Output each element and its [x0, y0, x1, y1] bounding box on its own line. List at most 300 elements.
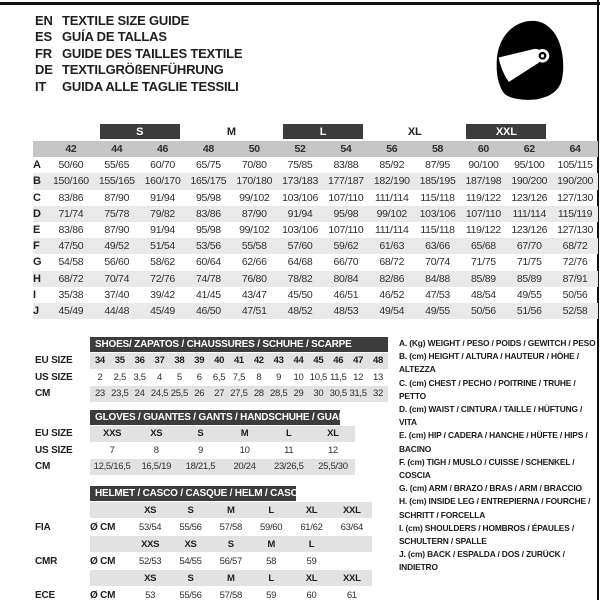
measurement-cell: 84/88 — [425, 272, 450, 285]
helmet-standard-values — [90, 553, 372, 569]
measurement-cell: 155/165 — [98, 175, 135, 188]
gloves-cell: 7 — [109, 444, 115, 456]
measurement-cell: 190/200 — [557, 175, 593, 188]
measurement-cell: 103/106 — [282, 191, 318, 204]
helmet-size-cell: L — [268, 572, 274, 584]
helmet-sizes-values — [90, 502, 372, 518]
gloves-row — [35, 443, 355, 459]
measurement-cell: 71/75 — [516, 256, 542, 269]
measurement-cell: 60/64 — [196, 256, 221, 269]
size-header-cell: 42 — [65, 143, 77, 156]
shoes-cell: 26 — [194, 388, 205, 400]
measurement-cell: 173/183 — [282, 175, 318, 188]
shoes-cell: 25,5 — [170, 388, 189, 400]
helmet-size-cell: XS — [144, 504, 157, 516]
gloves-cell: 25,5/30 — [318, 461, 348, 473]
helmet-value-cell: 55/56 — [179, 589, 202, 600]
helmet-size-table — [35, 486, 372, 600]
language-code: DE — [35, 62, 53, 78]
measurement-cell: 56/60 — [104, 256, 130, 269]
measurement-cell: 190/200 — [511, 175, 548, 188]
measurement-cell: 71/74 — [58, 207, 84, 220]
measurement-cell: 45/49 — [150, 304, 175, 317]
helmet-sizes-values — [90, 536, 372, 552]
legend-item: J. (cm) BACK / ESPALDA / DOS / ZURÜCK / INDIETRO — [399, 549, 565, 573]
gloves-size-table — [35, 410, 355, 475]
shoes-row-values — [90, 353, 388, 369]
measurement-row-a — [33, 157, 598, 173]
legend-item: H. (cm) INSIDE LEG / ENTREPIERNA / FOURCHE / SCHRITT / FORCELLA — [399, 496, 591, 520]
gloves-cell: 12,5/16,5 — [93, 461, 131, 473]
measurement-row-g — [33, 254, 598, 270]
gloves-cell: 9 — [197, 444, 203, 456]
legend-item: B. (cm) HEIGHT / ALTURA / HAUTEUR / HÖHE / ALTEZZA — [399, 351, 579, 375]
measurement-cell: 49/55 — [516, 288, 542, 301]
measurement-row-label: E — [33, 224, 41, 237]
helmet-value-cell: 53 — [145, 589, 156, 600]
shoes-cell: 27 — [214, 388, 225, 400]
shoes-cell: 10 — [293, 371, 304, 383]
measurement-cell: 111/114 — [374, 224, 409, 237]
measurement-cell: 51/54 — [150, 240, 175, 253]
size-group-m: M — [226, 125, 236, 138]
gloves-row-values — [90, 426, 355, 442]
shoes-cell: 23 — [94, 388, 105, 400]
measurement-cell: 87/90 — [104, 224, 130, 237]
measurement-cell: 90/100 — [468, 159, 499, 172]
measurement-cell: 43/47 — [241, 288, 267, 301]
shoes-cell: 44 — [293, 355, 304, 367]
measurement-cell: 76/80 — [241, 272, 267, 285]
shoes-cell: 9 — [276, 371, 282, 383]
gloves-row-label: US SIZE — [35, 444, 73, 456]
gloves-cell: M — [240, 428, 249, 440]
measurement-cell: 111/114 — [374, 191, 409, 204]
gloves-cell: 12 — [327, 444, 338, 456]
measurement-cell: 80/84 — [333, 272, 359, 285]
shoes-row-label: CM — [35, 388, 51, 400]
measurement-cell: 70/74 — [104, 272, 130, 285]
measurement-cell: 119/122 — [465, 224, 501, 237]
measurement-cell: 50/56 — [562, 288, 588, 301]
measurement-cell: 85/89 — [516, 272, 542, 285]
measurement-cell: 57/60 — [287, 240, 313, 253]
measurement-cell: 60/70 — [150, 159, 175, 172]
size-header-cell: 44 — [111, 143, 123, 156]
measurement-cell: 78/82 — [287, 272, 313, 285]
measurement-cell: 50/56 — [471, 304, 496, 317]
gloves-row-label: EU SIZE — [35, 428, 73, 440]
measurement-cell: 83/86 — [58, 191, 84, 204]
helmet-value-cell: 60 — [306, 589, 317, 600]
language-label: GUIDE DES TAILLES TEXTILE — [62, 45, 243, 61]
measurement-cell: 48/52 — [287, 304, 313, 317]
helmet-sizes-row — [35, 536, 372, 552]
size-group-empty — [552, 124, 598, 139]
helmet-size-cell: XS — [184, 538, 197, 550]
legend-item: G. (cm) ARM / BRAZO / BRAS / ARM / BRACCIO — [399, 483, 582, 494]
measurement-cell: 52/58 — [562, 304, 588, 317]
measurement-cell: 59/62 — [333, 240, 359, 253]
measurement-cell: 41/45 — [196, 288, 221, 301]
helmet-size-cell: S — [227, 538, 234, 550]
gloves-cell: 11 — [284, 444, 294, 456]
helmet-standard-values — [90, 519, 372, 535]
measurement-cell: 115/118 — [420, 224, 455, 237]
size-header-cell: 56 — [386, 143, 398, 156]
language-label: GUÍA DE TALLAS — [62, 29, 167, 45]
shoes-cell: 48 — [372, 355, 383, 367]
measurement-cell: 182/190 — [373, 175, 410, 188]
helmet-unit-spacer — [90, 502, 130, 518]
measurement-cell: 91/94 — [150, 191, 175, 204]
shoes-cell: 28 — [253, 388, 264, 400]
shoes-cell: 11,5 — [329, 371, 347, 383]
measurement-row-label: B — [33, 175, 41, 188]
measurement-cell: 150/160 — [52, 175, 89, 188]
size-header-cell: 60 — [477, 143, 489, 156]
shoes-row-values — [90, 386, 388, 402]
measurement-cell: 123/126 — [511, 191, 548, 204]
helmet-value-cell: 63/64 — [340, 521, 363, 533]
shoes-cell: 27,5 — [230, 388, 248, 400]
shoes-cell: 24,5 — [150, 388, 169, 400]
shoes-cell: 46 — [333, 355, 344, 367]
shoes-cell: 2,5 — [113, 371, 126, 383]
measurement-row-e — [33, 222, 598, 238]
measurement-row-label: A — [33, 159, 41, 172]
helmet-standard-label: CMR — [35, 555, 58, 567]
shoes-row-label: EU SIZE — [35, 355, 73, 367]
measurement-cell: 72/76 — [562, 256, 588, 269]
gloves-row — [35, 426, 355, 442]
measurement-cell: 115/119 — [557, 207, 593, 220]
helmet-value-cell: 52/53 — [139, 555, 162, 567]
measurement-cell: 46/51 — [333, 288, 359, 301]
helmet-size-cell: XS — [144, 572, 157, 584]
measurement-cell: 87/90 — [241, 207, 267, 220]
helmet-size-cell: L — [268, 504, 274, 516]
size-header-cell: 64 — [569, 143, 581, 156]
helmet-size-cell: XL — [305, 572, 318, 584]
helmet-standard-row-fia — [35, 519, 372, 535]
shoes-row — [35, 386, 388, 402]
shoes-cell: 41 — [233, 355, 244, 367]
gloves-cell: XS — [150, 428, 163, 440]
shoes-row — [35, 370, 388, 386]
helmet-icon — [491, 14, 567, 106]
measurement-cell: 103/106 — [282, 224, 318, 237]
measurement-cell: 95/100 — [514, 159, 545, 172]
measurement-cell: 85/89 — [471, 272, 496, 285]
legend-item: A. (Kg) WEIGHT / PESO / POIDS / GEWITCH / PESO — [399, 338, 596, 348]
measurement-cell: 62/66 — [241, 256, 267, 269]
language-code: EN — [35, 12, 53, 28]
helmet-value-cell: 61 — [346, 589, 357, 600]
measurement-legend — [399, 337, 598, 575]
measurement-row-label: C — [33, 191, 41, 204]
legend-item: E. (cm) HIP / CADERA / HANCHE / HÜFTE / HIPS / BACINO — [399, 430, 588, 454]
language-label: TEXTILE SIZE GUIDE — [62, 12, 190, 28]
measurement-cell: 55/58 — [241, 240, 267, 253]
measurement-cell: 83/86 — [196, 207, 221, 220]
helmet-value-cell: 59/60 — [260, 521, 283, 533]
gloves-table-rows — [35, 426, 355, 475]
shoes-cell: 30,5 — [329, 388, 347, 400]
helmet-value-cell: 57/58 — [219, 521, 242, 533]
measurement-row-label: G — [33, 256, 42, 269]
measurement-cell: 111/114 — [512, 207, 546, 220]
helmet-value-cell: 57/58 — [219, 589, 242, 600]
measurement-cell: 91/94 — [287, 207, 313, 220]
legend-item: D. (cm) WAIST / CINTURA / TAILLE / HÜFTUNG / VITA — [399, 404, 583, 428]
legend-item: C. (cm) CHEST / PECHO / POITRINE / TRUHE / PETTO — [399, 377, 576, 401]
size-group-empty — [48, 124, 94, 139]
measurement-row-b — [33, 173, 598, 189]
helmet-table-rows — [35, 502, 372, 600]
shoes-cell: 29 — [293, 388, 304, 400]
measurement-cell: 83/86 — [58, 224, 84, 237]
measurement-cell: 67/70 — [516, 240, 542, 253]
shoes-cell: 5 — [176, 371, 182, 383]
language-row — [35, 78, 242, 95]
shoes-cell: 2 — [97, 371, 103, 383]
measurement-cell: 75/78 — [104, 207, 130, 220]
gloves-cell: 10 — [239, 444, 250, 456]
textile-size-table — [33, 124, 598, 319]
gloves-row — [35, 459, 355, 475]
shoes-cell: 6,5 — [212, 371, 226, 383]
shoes-cell: 34 — [94, 355, 105, 367]
shoes-cell: 32 — [372, 388, 383, 400]
language-label: GUIDA ALLE TAGLIE TESSILI — [62, 78, 239, 94]
measurement-cell: 37/40 — [104, 288, 130, 301]
measurement-row-label: H — [33, 272, 41, 285]
measurement-cell: 87/95 — [425, 159, 450, 172]
measurement-cell: 107/110 — [328, 191, 364, 204]
helmet-table-title: HELMET / CASCO / CASQUE / HELM / CASCO — [90, 486, 296, 501]
size-header-cell: 58 — [432, 143, 444, 156]
helmet-size-cell: S — [187, 572, 194, 584]
helmet-standard-label: FIA — [35, 521, 51, 533]
shoes-cell: 31,5 — [349, 388, 367, 400]
legend-item: I. (cm) SHOULDERS / HOMBROS / ÉPAULES / SCHULTERN / SPALLE — [399, 522, 575, 547]
shoes-cell: 47 — [353, 355, 364, 367]
measurement-cell: 44/48 — [104, 304, 130, 317]
measurement-cell: 74/78 — [196, 272, 221, 285]
shoes-cell: 23,5 — [111, 388, 129, 400]
shoes-cell: 42 — [253, 355, 264, 367]
size-group-xl: XL — [407, 125, 422, 138]
language-row — [35, 45, 242, 62]
helmet-size-cell: XXL — [343, 572, 361, 584]
helmet-standard-row-cmr — [35, 553, 372, 569]
measurement-row-d — [33, 206, 598, 222]
measurement-cell: 95/98 — [196, 224, 221, 237]
helmet-sizes-values — [90, 570, 372, 586]
gloves-row-values — [90, 459, 355, 475]
measurement-cell: 83/88 — [333, 159, 359, 172]
size-header-row — [33, 141, 598, 157]
shoes-cell: 39 — [194, 355, 205, 367]
measurement-row-label: D — [33, 207, 41, 220]
shoes-row-values — [90, 370, 388, 386]
shoes-row — [35, 353, 388, 369]
gloves-cell: XXS — [103, 428, 122, 440]
top-rule — [0, 2, 600, 5]
measurement-cell: 99/102 — [239, 191, 270, 204]
measurement-cell: 49/54 — [379, 304, 405, 317]
size-header-cell: 48 — [202, 143, 214, 156]
size-header-cell: 54 — [340, 143, 352, 156]
measurement-cell: 58/62 — [150, 256, 175, 269]
helmet-standard-values — [90, 587, 372, 600]
shoes-cell: 8 — [256, 371, 262, 383]
shoes-cell: 24 — [134, 388, 145, 400]
measurement-cell: 68/72 — [562, 240, 588, 253]
helmet-value-cell — [332, 553, 372, 569]
measurement-cell: 85/92 — [379, 159, 405, 172]
helmet-sizes-spacer — [35, 570, 90, 586]
helmet-standard-row-ece — [35, 587, 372, 600]
measurement-cell: 48/54 — [471, 288, 496, 301]
helmet-value-cell: 54/55 — [179, 555, 202, 567]
helmet-size-cell: S — [187, 504, 194, 516]
shoes-cell: 28,5 — [270, 388, 288, 400]
measurement-cell: 68/72 — [379, 256, 405, 269]
helmet-size-cell: XL — [305, 504, 318, 516]
helmet-size-cell: XXS — [141, 538, 160, 550]
helmet-sizes-row — [35, 502, 372, 518]
measurement-cell: 75/85 — [287, 159, 313, 172]
measurement-cell: 107/110 — [328, 224, 364, 237]
measurement-cell: 177/187 — [327, 175, 364, 188]
measurement-cell: 50/60 — [58, 159, 84, 172]
measurement-cell: 46/50 — [196, 304, 221, 317]
helmet-value-cell: 61/62 — [300, 521, 323, 533]
helmet-unit-label: Ø CM — [90, 589, 116, 600]
shoes-cell: 30 — [313, 388, 324, 400]
measurement-row-f — [33, 238, 598, 254]
helmet-unit-spacer — [90, 570, 130, 586]
helmet-sizes-row — [35, 570, 372, 586]
measurement-cell: 70/74 — [425, 256, 450, 269]
measurement-cell: 99/102 — [239, 224, 270, 237]
helmet-size-cell: M — [267, 538, 275, 550]
measurement-cell: 65/68 — [471, 240, 496, 253]
helmet-value-cell: 53/54 — [139, 521, 162, 533]
gloves-cell: XL — [327, 428, 339, 440]
measurement-cell: 87/90 — [104, 191, 130, 204]
measurement-row-label: J — [33, 304, 39, 317]
language-code: IT — [35, 78, 47, 94]
measurement-cell: 103/106 — [419, 207, 456, 220]
helmet-value-cell: 59 — [266, 589, 277, 600]
measurement-cell: 47/51 — [241, 304, 267, 317]
measurement-cell: 48/53 — [333, 304, 359, 317]
shoes-row-label: US SIZE — [35, 371, 73, 383]
gloves-table-title: GLOVES / GUANTES / GANTS / HANDSCHUHE / GUANTI — [90, 410, 340, 425]
size-header-spacer — [33, 141, 48, 157]
measurement-cell: 55/65 — [104, 159, 130, 172]
helmet-sizes-spacer — [35, 536, 90, 552]
measurement-cell: 170/180 — [236, 175, 273, 188]
helmet-value-cell: 55/56 — [179, 521, 202, 533]
helmet-size-cell: L — [308, 538, 315, 550]
measurement-cell: 66/70 — [333, 256, 359, 269]
shoes-table-rows — [35, 353, 388, 402]
size-header-cell: 46 — [157, 143, 169, 156]
shoes-table-title: SHOES/ ZAPATOS / CHAUSSURES / SCHUHE / SCARPE — [90, 337, 388, 352]
language-row — [35, 29, 242, 46]
size-group-s: S — [100, 124, 180, 139]
measurement-cell: 87/91 — [562, 272, 588, 285]
helmet-value-cell: 58 — [266, 555, 277, 567]
size-header-cell: 62 — [523, 143, 535, 156]
measurement-cell: 187/198 — [465, 175, 502, 188]
measurement-cell: 123/126 — [511, 224, 548, 237]
measurement-cell: 45/50 — [287, 288, 313, 301]
gloves-cell: 23/26,5 — [273, 461, 304, 473]
measurement-row-j — [33, 303, 598, 319]
gloves-cell: 16,5/19 — [141, 461, 172, 473]
legend-item: F. (cm) TIGH / MUSLO / CUISSE / SCHENKEL / COSCIA — [399, 456, 575, 481]
measurement-cell: 61/63 — [379, 240, 405, 253]
language-row — [35, 12, 242, 29]
measurement-cell: 107/110 — [465, 207, 501, 220]
language-code: FR — [35, 45, 52, 61]
size-header-cell: 50 — [248, 143, 260, 156]
group-spacer — [33, 124, 48, 141]
measurement-cell: 39/42 — [150, 288, 175, 301]
helmet-size-cell: M — [227, 572, 235, 584]
measurement-cell: 127/130 — [557, 224, 593, 237]
gloves-cell: 20/24 — [233, 461, 256, 473]
measurement-cell: 82/86 — [379, 272, 405, 285]
shoes-cell: 10,5 — [309, 371, 328, 383]
helmet-value-cell: 59 — [306, 555, 317, 567]
measurement-cell: 95/98 — [196, 191, 221, 204]
measurement-cell: 105/115 — [557, 159, 593, 172]
gloves-cell: S — [197, 428, 204, 440]
shoes-cell: 6 — [196, 371, 202, 383]
measurement-cell: 49/55 — [425, 304, 450, 317]
shoes-cell: 7,5 — [232, 371, 246, 383]
measurement-row-label: I — [33, 288, 36, 301]
gloves-cell: 8 — [153, 444, 159, 456]
size-group-xxl: XXL — [466, 124, 546, 139]
size-group-row — [33, 124, 598, 141]
shoes-cell: 13 — [372, 371, 383, 383]
helmet-standard-label: ECE — [35, 589, 55, 600]
measurement-cell: 47/53 — [425, 288, 450, 301]
gloves-cell: 18/21,5 — [185, 461, 216, 473]
measurement-cell: 115/118 — [420, 191, 455, 204]
helmet-unit-label: Ø CM — [90, 555, 116, 567]
gloves-row-values — [90, 443, 355, 459]
measurement-cell: 45/49 — [58, 304, 84, 317]
measurement-row-i — [33, 287, 598, 303]
measurement-cell: 99/102 — [376, 207, 407, 220]
helmet-value-cell: 56/57 — [219, 555, 242, 567]
measurement-cell: 53/56 — [196, 240, 221, 253]
language-row — [35, 62, 242, 79]
measurement-cell: 165/175 — [190, 175, 227, 188]
language-header — [35, 12, 242, 95]
measurement-cell: 46/52 — [379, 288, 405, 301]
gloves-row-label: CM — [35, 461, 51, 473]
measurement-cell: 70/80 — [241, 159, 267, 172]
